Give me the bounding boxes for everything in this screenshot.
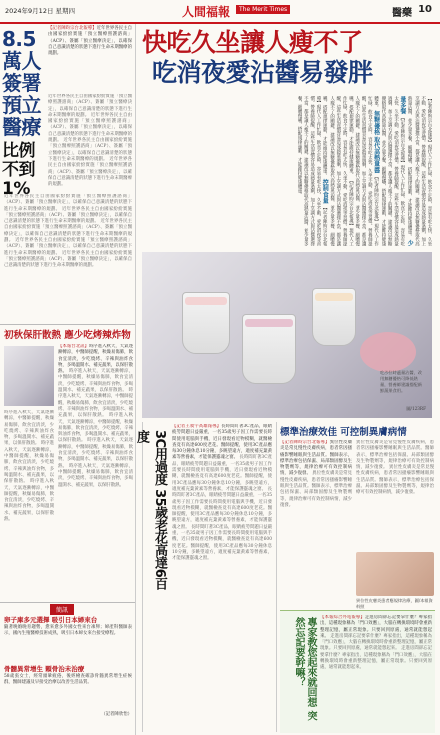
main-headline [142, 28, 432, 88]
side-top-subtitle: 比例不到1% [2, 141, 35, 199]
berries-plate [360, 332, 416, 372]
side-mid-title: 初秋保肝散熱 應少吃烤辣炸物 [4, 330, 131, 341]
brief2-title: 骨髓異常增生 顆骨治未治療 [4, 665, 85, 673]
parfait-cup-2 [242, 314, 296, 384]
lower-right-title: 標準治療效佳 可控制異膚病情 [280, 427, 407, 438]
side-top-article [48, 26, 132, 57]
side-mid-article: 【本報台北訊】時序進入秋天，天氣逐漸轉涼，中醫師提醒，秋燥易傷肺，飲食宜清淡，少吃燒烤、辛辣與油炸食物，多喝溫開水、補充蔬果，以保肝散熱。 時序進入秋天，天氣逐漸轉涼，中醫師提醒，秋燥易傷肺，飲食宜清淡，少吃燒烤、辛辣與油炸食物，多喝溫開水、補充蔬果，以保肝散熱。 時序進入秋天，天氣逐漸轉涼，中醫師提醒，秋燥易傷肺，飲食宜清淡，少吃燒烤、辛辣與油炸食物，多喝溫開水、補充蔬果，以保肝散熱。 時序進入秋天，天氣逐漸轉涼，中醫師提醒，秋燥易傷肺，飲食宜清淡，少吃燒烤、辛辣與油炸食物，多喝溫開水、補充蔬果，以保肝散熱。 時序進入秋天，天氣逐漸轉涼，中醫師提醒，秋燥易傷肺，飲食宜清淡，少吃燒烤、辛辣與油炸食物，多喝溫開水、補充蔬果，以保肝散熱。 時序進入秋天，天氣逐漸轉涼，中醫師提醒，秋燥易傷肺，飲食宜清淡，少吃燒烤、辛辣與油炸食物，多喝溫開水、補充蔬果，以保肝散熱。 [58, 344, 133, 488]
bottom-box-article: 【本報綜合外電報導】走進房間卻忘記要拿什麼？專家指出，這種現象稱為「門口效應」，大腦在轉換環境時會重新整理記憶，屬正常現象。只要回到原處，通常就能想起來。 走進房間卻忘記要拿什麼？專家指出，這種現象稱為「門口效應」，大腦在轉換環境時會重新整理記憶，屬正常現象。只要回到原處，通常就能想起來。 走進房間卻忘記要拿什麼？專家指出，這種現象稱為「門口效應」，大腦在轉換環境時會重新整理記憶，屬正常現象。只要回到原處，通常就能想起來。 [320, 615, 432, 671]
newspaper-logo-en: The Merit Times [236, 5, 290, 14]
page-number: 10 [418, 4, 432, 15]
photo-credit: 圖/123RF [406, 406, 426, 411]
brief1-title: 卵子庫多元選擇 吸引日本婦來台 [4, 616, 98, 624]
issue-date: 2024年9月12日 星期四 [5, 7, 76, 15]
side-rule-1 [0, 324, 135, 325]
bottom-box-headline: 專家教您起來就回想 突然忘記要幹嘛？ [293, 617, 316, 721]
parfait-cup-1 [182, 292, 230, 354]
section-name: 醫藥 [392, 8, 412, 19]
side-mid-body: 時序進入秋天，天氣逐漸轉涼，中醫師提醒，秋燥易傷肺，飲食宜清淡，少吃燒烤、辛辣與油炸食物，多喝溫開水、補充蔬果，以保肝散熱。 [58, 344, 133, 375]
main-pull-quote-3: 少量多餐 [398, 96, 414, 246]
side-top-headline [2, 28, 46, 199]
side-top-continued: 近年世界各民主自由國家紛紛實施「預立醫療照護諮商」（ACP）、簽屬「預立醫療決定」，以確保自己意識清楚的狀態下進行生命末期醫療的規劃。 近年世界各民主自由國家紛紛實施「預立醫療照護諮商」（ACP）、簽屬「預立醫療決定」，以確保自己意識清楚的狀態下進行生命末期醫療的規劃。 近年世界各民主自由國家紛紛實施「預立醫療照護諮商」（ACP）、簽屬「預立醫療決定」，以確保自己意識清楚的狀態下進行生命末期醫療的規劃。 近年世界各民主自由國家紛紛實施「預立醫療照護諮商」（ACP）、簽屬「預立醫療決定」，以確保自己意識清楚的狀態下進行生命末期醫療的規劃。 [48, 94, 132, 188]
skin-photo [356, 552, 434, 596]
side-top-body: 近年世界各民主自由國家紛紛實施「預立醫療照護諮商」（ACP）、簽屬「預立醫療決定」，以確保自己意識清楚的狀態下進行生命末期醫療的規劃。 [48, 26, 132, 57]
bottom-box-body: 走進房間卻忘記要拿什麼？專家指出，這種現象稱為「門口效應」，大腦在轉換環境時會重新整理記憶，屬正常現象。只要回到原處，通常就能想起來。 [320, 615, 432, 639]
bottom-box-byline: 【本報綜合外電報導】 [320, 615, 365, 620]
side-top-byline: 【記者陳昀宗台北報導】 [48, 26, 97, 31]
side-top-body-repeat: 近年世界各民主自由國家紛紛實施「預立醫療照護諮商」（ACP）、簽屬「預立醫療決定」，以確保自己意識清楚的狀態下進行生命末期醫療的規劃。 [48, 94, 132, 118]
side-rule-2 [0, 602, 135, 603]
lower-rule-right [276, 422, 277, 732]
bottom-box [280, 610, 435, 733]
lower-left-byline: 【記者王昶宇高雄報導】 [172, 424, 222, 429]
lower-right-body: 異位性皮膚炎是常見慢性皮膚疾病，患者常因搔癢影響睡眠與生活品質。醫師表示，標準治療包括保濕、局部類固醇及生物製劑等，規律治療可有效控制病情，減少復發。 [280, 440, 352, 477]
left-sidebar [0, 24, 136, 735]
main-article-body: 【記者陳昀宗台北報導】現代人工作忙碌，飲食不定時，容易有吃太快、久坐不動、愛吃消夜等習慣。營養師提醒，這些生活習慣容易造成熱量過剩，加上烹調方式與沾醬選擇不當，都是讓人瘦不了的關鍵。建議改以無糖優格取代高熱量沾醬，並少量多餐、細嚼慢嚥，搭配規律運動，才能維持健康體重。 少量多餐 【記者陳昀宗台北報導】現代人工作忙碌，飲食不定時，容易有吃太快、久坐不動、愛吃消夜等習慣。營養師提醒，這些生活習慣容易造成熱量過剩，加上烹調方式與沾醬選擇不當，都是讓人瘦不了的關鍵。建議改以無糖優格取代高熱量沾醬，並少量多餐、細嚼慢嚥，搭配規律運動，才能維持健康體重。 無糖優格 取代高熱量醬 【記者陳昀宗台北報導】現代人工作忙碌，飲食不定時，容易有吃太快、久坐不動、愛吃消夜等習慣。營養師提醒，這些生活習慣容易造成熱量過剩，加上烹調方式與沾醬選擇不當，都是讓人瘦不了的關鍵。建議改以無糖優格取代高熱量沾醬，並少量多餐、細嚼慢嚥，搭配規律運動，才能維持健康體重。 【記者陳昀宗台北報導】現代人工作忙碌，飲食不定時，容易有吃太快、久坐不動、愛吃消夜等習慣。營養師提醒，這些生活習慣容易造成熱量過剩，加上烹調方式與沾醬選擇不當，都是讓人瘦不了的關鍵。建議改以無糖優格取代高熱量沾醬，並少量多餐、細嚼慢嚥，搭配規律運動，才能維持健康體重。 控制食量 【記者陳昀宗台北報導】現代人工作忙碌，飲食不定時，容易有吃太快、久坐不動、愛吃消夜等習慣。營養師提醒，這些生活習慣容易造成熱量過剩，加上烹調方式與沾醬選擇不當，都是讓人瘦不了的關鍵。建議改以無糖優格取代高熱量沾醬，並少量多餐、細嚼慢嚥，搭配規律運動，才能維持健康體重。 [297, 96, 432, 246]
newspaper-logo: 人間福報 [182, 5, 231, 19]
brief2-byline: （記者陳欣怡） [101, 712, 132, 717]
side-mid-left-text: 時序進入秋天，天氣逐漸轉涼，中醫師提醒，秋燥易傷肺，飲食宜清淡，少吃燒烤、辛辣與油炸食物，多喝溫開水、補充蔬果，以保肝散熱。 時序進入秋天，天氣逐漸轉涼，中醫師提醒，秋燥易傷肺，飲食宜清淡，少吃燒烤、辛辣與油炸食物，多喝溫開水、補充蔬果，以保肝散熱。 時序進入秋天，天氣逐漸轉涼，中醫師提醒，秋燥易傷肺，飲食宜清淡，少吃燒烤、辛辣與油炸食物，多喝溫開水、補充蔬果，以保肝散熱。 [4, 410, 54, 523]
photo-caption: 吃沙拉時適量沾醬，改用無糖優格可降低熱量，營養師建議搭配新鮮蔬果食用。 [380, 370, 422, 393]
main-pull-quote-1: 無糖優格 [372, 110, 380, 136]
brief1-body: 隨著晚婚晚育趨勢，愈來愈多外國女性來台凍卵；婦產科醫師表示，國內生殖醫療技術成熟，吸引日本婦女來台接受療程。 [4, 625, 132, 637]
main-title-line2: 吃消夜愛沾醬易發胖 [152, 58, 373, 87]
side-mid-byline: 【本報台北訊】 [58, 344, 89, 349]
food-photo-small [4, 346, 54, 406]
lower-left-headline: 3C用過度 35歲老花高達6百度 [134, 430, 167, 590]
main-pull-quote-4: 控制食量 [321, 179, 329, 204]
lower-right-article: 【記者陳昀宗台北報導】異位性皮膚炎是常見慢性皮膚疾病，患者常因搔癢影響睡眠與生活品質。醫師表示，標準治療包括保濕、局部類固醇及生物製劑等，規律治療可有效控制病情，減少復發。 異位性皮膚炎是常見慢性皮膚疾病，患者常因搔癢影響睡眠與生活品質。醫師表示，標準治療包括保濕、局部類固醇及生物製劑等，規律治療可有效控制病情，減少復發。 [280, 440, 352, 508]
page-header [0, 0, 440, 22]
brief2-body: 58歲張女士，經常頭暈疲倦，後經檢查確診骨髓異常增生症候群，醫師建議及早接受治療以改善生活品質。 [4, 674, 132, 686]
lower-right-byline: 【記者陳昀宗台北報導】 [280, 440, 330, 445]
skin-photo-caption: 異位性皮膚炎患者應規律治療，圖/本報資料照 [356, 598, 433, 609]
lower-left-article: 【記者王昶宇高雄報導】長時間盯著3C產品，眼睛疲勞問題日益嚴重，一名35歲男子因工作需要長時間使用電腦與手機，近日發現看近物模糊，就醫檢查竟有高達600度老花。醫師提醒，使用3C產品應每30分鐘休息10分鐘，多眺望遠方，適度補充葉黃素等營養素，才能保護靈魂之窗。 長時間盯著3C產品，眼睛疲勞問題日益嚴重，一名35歲男子因工作需要長時間使用電腦與手機，近日發現看近物模糊，就醫檢查竟有高達600度老花。醫師提醒，使用3C產品應每30分鐘休息10分鐘，多眺望遠方，適度補充葉黃素等營養素，才能保護靈魂之窗。 長時間盯著3C產品，眼睛疲勞問題日益嚴重，一名35歲男子因工作需要長時間使用電腦與手機，近日發現看近物模糊，就醫檢查竟有高達600度老花。醫師提醒，使用3C產品應每30分鐘休息10分鐘，多眺望遠方，適度補充葉黃素等營養素，才能保護靈魂之窗。 長時間盯著3C產品，眼睛疲勞問題日益嚴重，一名35歲男子因工作需要長時間使用電腦與手機，近日發現看近物模糊，就醫檢查竟有高達600度老花。醫師提醒，使用3C產品應每30分鐘休息10分鐘，多眺望遠方，適度補充葉黃素等營養素，才能保護靈魂之窗。 [172, 424, 272, 562]
briefs-label: 簡訊 [50, 604, 74, 615]
main-title-line1: 快吃久坐讓人瘦不了 [142, 28, 363, 57]
side-top-title: 8.5萬人簽署預立醫療 [2, 27, 41, 139]
lower-left-body: 長時間盯著3C產品，眼睛疲勞問題日益嚴重，一名35歲男子因工作需要長時間使用電腦與手機，近日發現看近物模糊，就醫檢查竟有高達600度老花。醫師提醒，使用3C產品應每30分鐘休息10分鐘，多眺望遠方，適度補充葉黃素等營養素，才能保護靈魂之窗。 [172, 424, 272, 461]
side-top-lower-text: 近年世界各民主自由國家紛紛實施「預立醫療照護諮商」（ACP）、簽屬「預立醫療決定」，以確保自己意識清楚的狀態下進行生命末期醫療的規劃。 近年世界各民主自由國家紛紛實施「預立醫療照護諮商」（ACP）、簽屬「預立醫療決定」，以確保自己意識清楚的狀態下進行生命末期醫療的規劃。 近年世界各民主自由國家紛紛實施「預立醫療照護諮商」（ACP）、簽屬「預立醫療決定」，以確保自己意識清楚的狀態下進行生命末期醫療的規劃。 近年世界各民主自由國家紛紛實施「預立醫療照護諮商」（ACP）、簽屬「預立醫療決定」，以確保自己意識清楚的狀態下進行生命末期醫療的規劃。 近年世界各民主自由國家紛紛實施「預立醫療照護諮商」（ACP）、簽屬「預立醫療決定」，以確保自己意識清楚的狀態下進行生命末期醫療的規劃。 [4, 194, 132, 269]
main-photo [142, 252, 432, 418]
parfait-cup-3 [312, 288, 356, 346]
lower-right-article-col2: 異位性皮膚炎是常見慢性皮膚疾病，患者常因搔癢影響睡眠與生活品質。醫師表示，標準治療包括保濕、局部類固醇及生物製劑等，規律治療可有效控制病情，減少復發。 異位性皮膚炎是常見慢性皮膚疾病，患者常因搔癢影響睡眠與生活品質。醫師表示，標準治療包括保濕、局部類固醇及生物製劑等，規律治療可有效控制病情，減少復發。 [356, 440, 434, 496]
main-pull-quote-2: 取代高熱量醬 [372, 136, 380, 174]
